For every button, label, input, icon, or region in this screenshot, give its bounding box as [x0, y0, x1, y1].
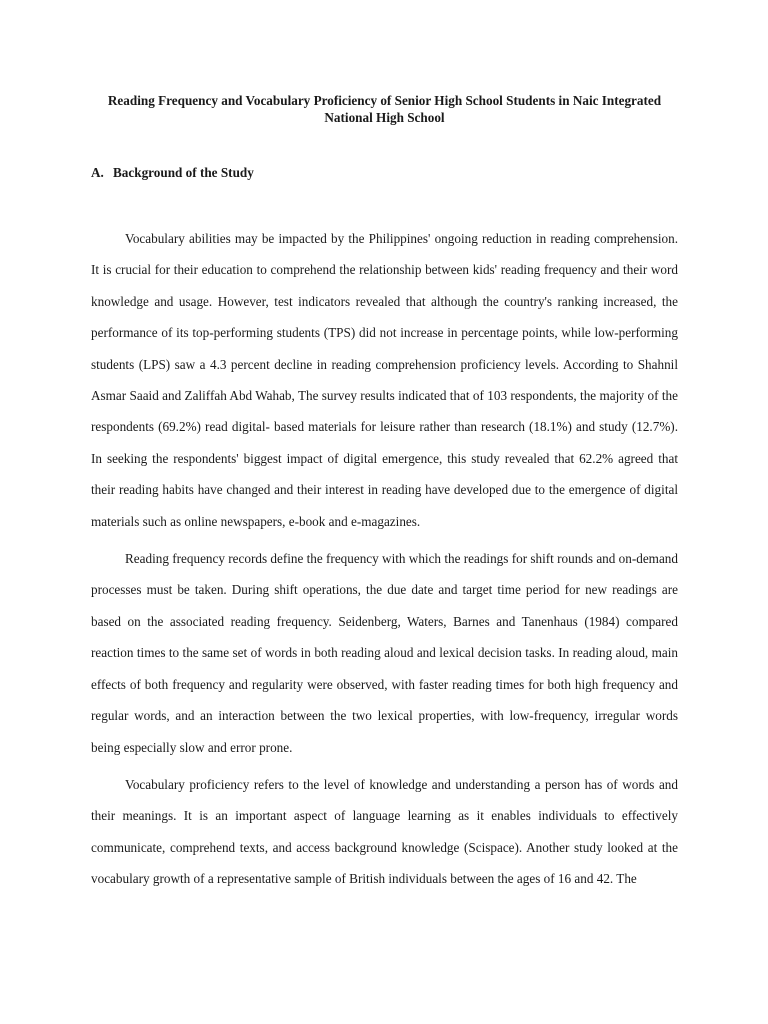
section-heading	[91, 164, 678, 181]
section-letter: A.	[91, 165, 104, 180]
title-line-2: National High School	[324, 110, 445, 125]
section-heading-text: Background of the Study	[113, 165, 254, 180]
title-line-1: Reading Frequency and Vocabulary Proficiency of Senior High School Students in Naic Integrated	[107, 93, 662, 108]
document-title	[91, 92, 678, 126]
paragraph: Vocabulary abilities may be impacted by the Philippines' ongoing reduction in reading comprehension. It is crucial for their education to comprehend the relationship between kids' reading frequency and their word knowledge and usage. However, test indicators revealed that although the country's ranking increased, the performance of its top-performing students (TPS) did not increase in percentage points, while low-performing students (LPS) saw a 4.3 percent decline in reading comprehension proficiency levels. According to Shahnil Asmar Saaid and Zaliffah Abd Wahab, The survey results indicated that of 103 respondents, the majority of the respondents (69.2%) read digital- based materials for leisure rather than research (18.1%) and study (12.7%). In seeking the respondents' biggest impact of digital emergence, this study revealed that 62.2% agreed that their reading habits have changed and their interest in reading have developed due to the emergence of digital materials such as online newspapers, e-book and e-magazines.	[91, 231, 678, 529]
body-text	[91, 223, 678, 895]
paragraph: Reading frequency records define the frequency with which the readings for shift rounds and on-demand processes must be taken. During shift operations, the due date and target time period for new readings are based on the associated reading frequency. Seidenberg, Waters, Barnes and Tanenhaus (1984) compared reaction times to the same set of words in both reading aloud and lexical decision tasks. In reading aloud, main effects of both frequency and regularity were observed, with faster reading times for both high frequency and regular words, and an interaction between the two lexical properties, with low-frequency, irregular words being especially slow and error prone.	[91, 551, 678, 755]
paragraph: Vocabulary proficiency refers to the level of knowledge and understanding a person has of words and their meanings. It is an important aspect of language learning as it enables individuals to effectively communicate, comprehend texts, and access background knowledge (Scispace). Another study looked at the vocabulary growth of a representative sample of British individuals between the ages of 16 and 42. The	[91, 776, 678, 887]
